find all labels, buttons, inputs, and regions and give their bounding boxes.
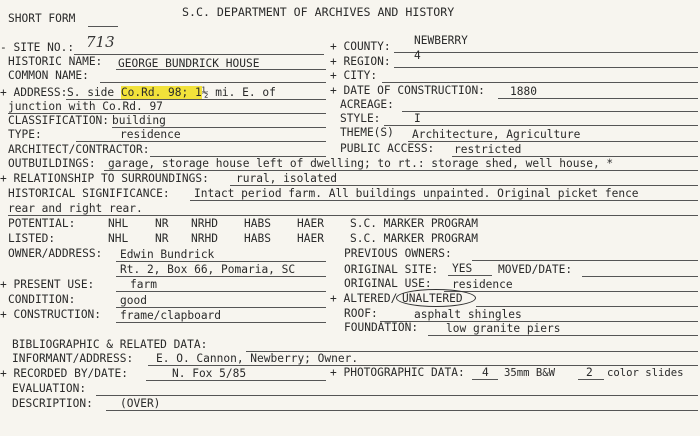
site-no-label: - SITE NO.: <box>0 41 75 54</box>
classification-label: CLASSIFICATION: <box>8 114 110 127</box>
city-label: + CITY: <box>330 69 378 82</box>
significance-value-line2: rear and right rear. <box>8 202 143 215</box>
owner-underline2 <box>116 276 326 277</box>
construction-line <box>116 322 326 323</box>
recorded-label: + RECORDED BY/DATE: <box>0 367 128 380</box>
construction-label: + CONSTRUCTION: <box>0 308 102 321</box>
theme-label: THEME(S) <box>340 126 394 139</box>
owner-line2: Rt. 2, Box 66, Pomaria, SC <box>120 263 296 276</box>
foundation-value: low granite piers <box>446 322 561 335</box>
photographic-value-1: 4 <box>482 366 489 379</box>
common-name-line <box>100 82 326 83</box>
acreage-line <box>402 111 698 112</box>
unaltered-circle <box>396 289 476 307</box>
listed-marker: S.C. MARKER PROGRAM <box>350 232 478 245</box>
address-label: + ADDRESS: <box>0 86 68 99</box>
unaltered-value: UNALTERED <box>402 292 463 305</box>
theme-line <box>408 141 698 142</box>
description-line <box>106 410 698 411</box>
type-value: residence <box>120 128 181 141</box>
listed-habs: HABS <box>244 232 271 245</box>
county-value: NEWBERRY <box>414 34 468 47</box>
present-use-label: + PRESENT USE: <box>0 278 95 291</box>
historic-name-label: HISTORIC NAME: <box>8 55 103 68</box>
site-no-line <box>74 54 324 55</box>
significance-line2 <box>8 215 698 216</box>
date-line <box>498 98 698 99</box>
altered-label: + ALTERED/ <box>330 292 398 305</box>
date-value: 1880 <box>510 85 537 98</box>
outbuildings-value: garage, storage house left of dwelling; to rt.: storage shed, well house, * <box>108 157 614 170</box>
moved-date-label: MOVED/DATE: <box>498 263 573 276</box>
informant-label: INFORMANT/ADDRESS: <box>12 352 134 365</box>
description-value: (OVER) <box>120 397 161 410</box>
owner-label: OWNER/ADDRESS: <box>8 247 103 260</box>
acreage-label: ACREAGE: <box>340 98 394 111</box>
photographic-value-3: 2 <box>586 366 593 379</box>
roof-label: ROOF: <box>344 307 378 320</box>
original-site-label: ORIGINAL SITE: <box>344 263 439 276</box>
photographic-label: + PHOTOGRAPHIC DATA: <box>330 366 465 379</box>
evaluation-label: EVALUATION: <box>12 382 87 395</box>
construction-value: frame/clapboard <box>120 309 222 322</box>
altered-line <box>476 306 698 307</box>
site-no-value: 713 <box>86 33 115 51</box>
type-label: TYPE: <box>8 128 42 141</box>
listed-nr: NR <box>155 232 169 245</box>
common-name-label: COMMON NAME: <box>8 69 89 82</box>
condition-value: good <box>120 294 147 307</box>
region-label: + REGION: <box>330 55 391 68</box>
style-line <box>384 125 698 126</box>
address-value-line1: S. side Co.Rd. 98; 1½ mi. E. of <box>67 86 276 99</box>
potential-haer: HAER <box>297 217 324 230</box>
architect-label: ARCHITECT/CONTRACTOR: <box>8 143 150 156</box>
relationship-value: rural, isolated <box>236 172 338 185</box>
historic-name-line <box>116 69 326 70</box>
listed-nhl: NHL <box>108 232 129 245</box>
recorded-line <box>146 380 326 381</box>
short-form-label: SHORT FORM <box>8 12 76 25</box>
photographic-line-1 <box>472 379 498 380</box>
original-use-label: ORIGINAL USE: <box>344 277 432 290</box>
type-line <box>76 141 326 142</box>
informant-value: E. O. Cannon, Newberry; Owner. <box>156 352 359 365</box>
county-label: + COUNTY: <box>330 40 391 53</box>
potential-nr: NR <box>155 217 169 230</box>
relationship-label: + RELATIONSHIP TO SURROUNDINGS: <box>0 172 209 185</box>
public-access-value: restricted <box>454 143 522 156</box>
listed-haer: HAER <box>297 232 324 245</box>
evaluation-line <box>96 395 698 396</box>
original-site-value: YES <box>452 262 473 275</box>
owner-line1: Edwin Bundrick <box>120 248 215 261</box>
potential-label: POTENTIAL: <box>8 217 76 230</box>
date-label: + DATE OF CONSTRUCTION: <box>330 84 485 97</box>
foundation-label: FOUNDATION: <box>344 321 419 334</box>
photographic-line-2 <box>578 379 604 380</box>
historic-name-value: GEORGE BUNDRICK HOUSE <box>118 57 260 70</box>
original-site-line <box>448 275 492 276</box>
recorded-value: N. Fox 5/85 <box>172 367 247 380</box>
style-label: STYLE: <box>340 112 381 125</box>
region-line <box>394 67 698 68</box>
previous-owners-line <box>472 260 698 261</box>
relationship-line <box>230 185 698 186</box>
description-label: DESCRIPTION: <box>12 397 93 410</box>
theme-value: Architecture, Agriculture <box>412 128 581 141</box>
present-use-value: farm <box>130 278 157 291</box>
roof-value: asphalt shingles <box>414 308 522 321</box>
condition-label: CONDITION: <box>8 293 76 306</box>
potential-habs: HABS <box>244 217 271 230</box>
photographic-value-2: 35mm B&W <box>504 367 556 379</box>
region-value: 4 <box>414 49 421 62</box>
page-title: S.C. DEPARTMENT OF ARCHIVES AND HISTORY <box>182 5 455 19</box>
outbuildings-line <box>104 170 698 171</box>
original-use-line <box>444 291 698 292</box>
outbuildings-label: OUTBUILDINGS: <box>8 157 96 170</box>
condition-line <box>116 307 326 308</box>
potential-marker: S.C. MARKER PROGRAM <box>350 217 478 230</box>
previous-owners-label: PREVIOUS OWNERS: <box>344 247 452 260</box>
listed-nrhd: NRHD <box>191 232 218 245</box>
short-form-line <box>88 26 118 27</box>
city-line <box>382 82 698 83</box>
photographic-value-4: color slides <box>607 367 684 379</box>
address-value-line2: junction with Co.Rd. 97 <box>8 100 163 113</box>
bibliographic-label: BIBLIOGRAPHIC & RELATED DATA: <box>12 338 208 351</box>
public-access-label: PUBLIC ACCESS: <box>340 142 435 155</box>
significance-line1 <box>190 200 698 201</box>
classification-value: building <box>112 114 166 127</box>
significance-value-line1: Intact period farm. All buildings unpainted. Original picket fence <box>194 187 639 200</box>
style-value: I <box>414 112 421 125</box>
foundation-line <box>428 335 698 336</box>
moved-date-line <box>582 276 698 277</box>
county-line <box>394 52 698 53</box>
original-use-value: residence <box>452 278 513 291</box>
owner-underline1 <box>116 261 326 262</box>
present-use-line <box>116 291 326 292</box>
potential-nrhd: NRHD <box>191 217 218 230</box>
listed-label: LISTED: <box>8 232 56 245</box>
potential-nhl: NHL <box>108 217 129 230</box>
significance-label: HISTORICAL SIGNIFICANCE: <box>8 187 170 200</box>
